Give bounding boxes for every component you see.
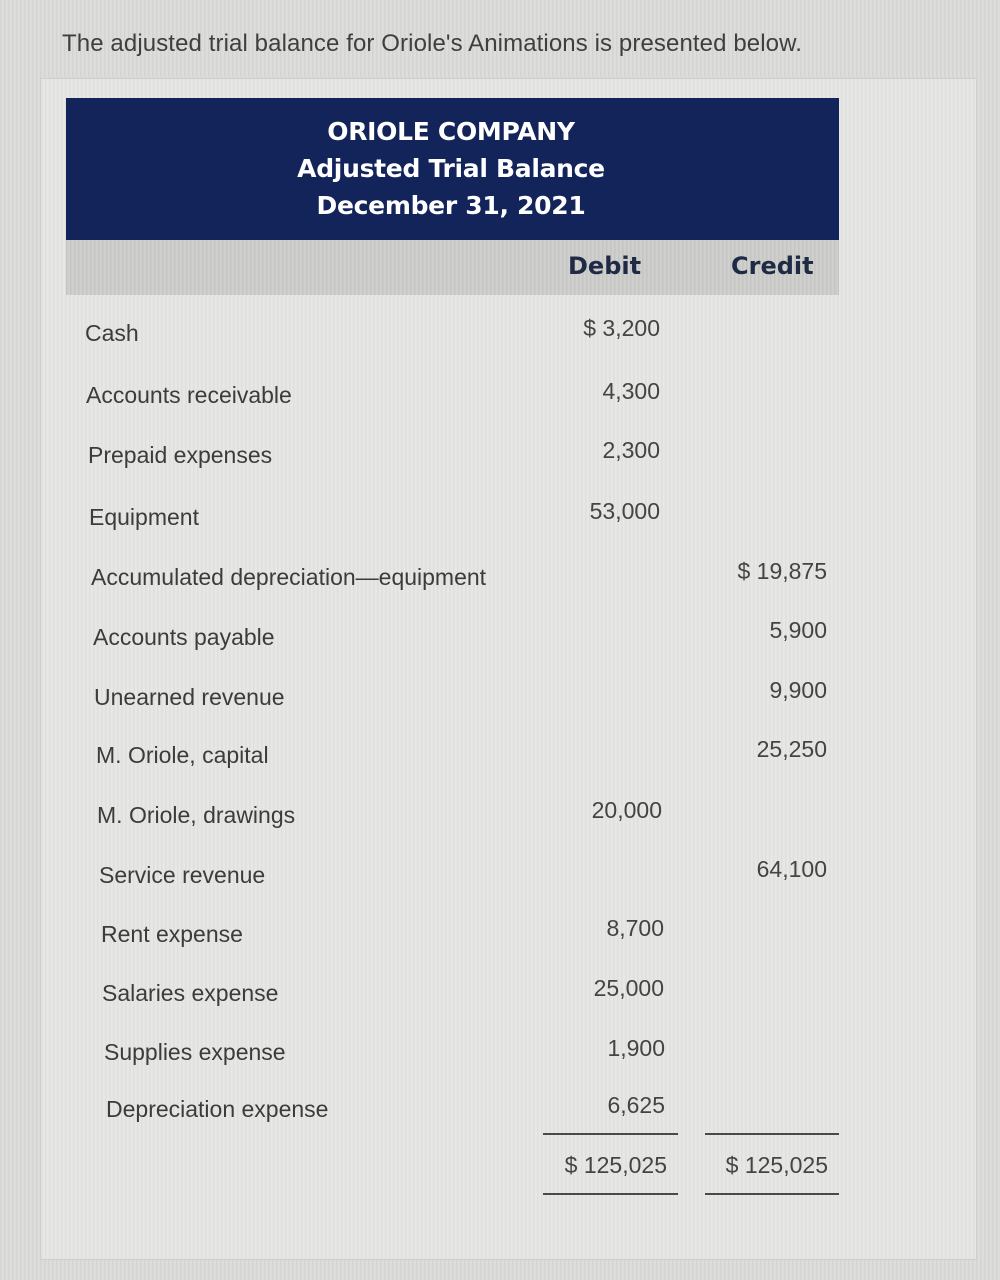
account-label: M. Oriole, drawings: [97, 802, 296, 828]
debit-column-header: Debit: [568, 252, 642, 280]
account-label: Rent expense: [101, 921, 243, 947]
statement-title: Adjusted Trial Balance: [297, 154, 605, 183]
account-label: Cash: [85, 320, 139, 346]
column-header-band: [66, 240, 839, 295]
statement-header: [66, 98, 839, 240]
account-label: Accounts payable: [93, 624, 275, 650]
credit-column-header: Credit: [731, 252, 814, 280]
account-label: Unearned revenue: [94, 684, 285, 710]
credit-value: 64,100: [756, 856, 827, 882]
debit-value: $ 3,200: [583, 315, 660, 341]
credit-total: $ 125,025: [725, 1152, 828, 1178]
debit-value: 25,000: [593, 975, 664, 1001]
statement-date: December 31, 2021: [316, 191, 586, 220]
account-label: Equipment: [89, 504, 199, 530]
debit-value: 2,300: [602, 437, 660, 463]
debit-total-top-rule: [543, 1133, 678, 1135]
intro-text: The adjusted trial balance for Oriole's Animations is presented below.: [62, 30, 802, 57]
debit-total-bottom-rule: [543, 1193, 678, 1195]
debit-value: 20,000: [591, 797, 662, 823]
credit-value: 9,900: [769, 677, 827, 703]
account-label: M. Oriole, capital: [96, 742, 269, 768]
company-name: ORIOLE COMPANY: [327, 117, 575, 146]
debit-value: 6,625: [607, 1092, 665, 1118]
account-label: Supplies expense: [104, 1039, 286, 1065]
debit-value: 1,900: [607, 1035, 665, 1061]
debit-value: 8,700: [606, 915, 664, 941]
account-label: Accounts receivable: [86, 382, 292, 408]
debit-value: 53,000: [589, 498, 660, 524]
account-label: Prepaid expenses: [88, 442, 273, 468]
credit-value: 25,250: [756, 736, 827, 762]
debit-value: 4,300: [602, 378, 660, 404]
account-label: Salaries expense: [102, 980, 279, 1006]
credit-total-bottom-rule: [705, 1193, 839, 1195]
debit-total: $ 125,025: [564, 1152, 667, 1178]
credit-value: $ 19,875: [737, 558, 827, 584]
account-label: Accumulated depreciation—equipment: [91, 564, 487, 590]
credit-value: 5,900: [769, 617, 827, 643]
credit-total-top-rule: [705, 1133, 839, 1135]
account-label: Service revenue: [99, 862, 266, 888]
account-label: Depreciation expense: [106, 1096, 329, 1122]
